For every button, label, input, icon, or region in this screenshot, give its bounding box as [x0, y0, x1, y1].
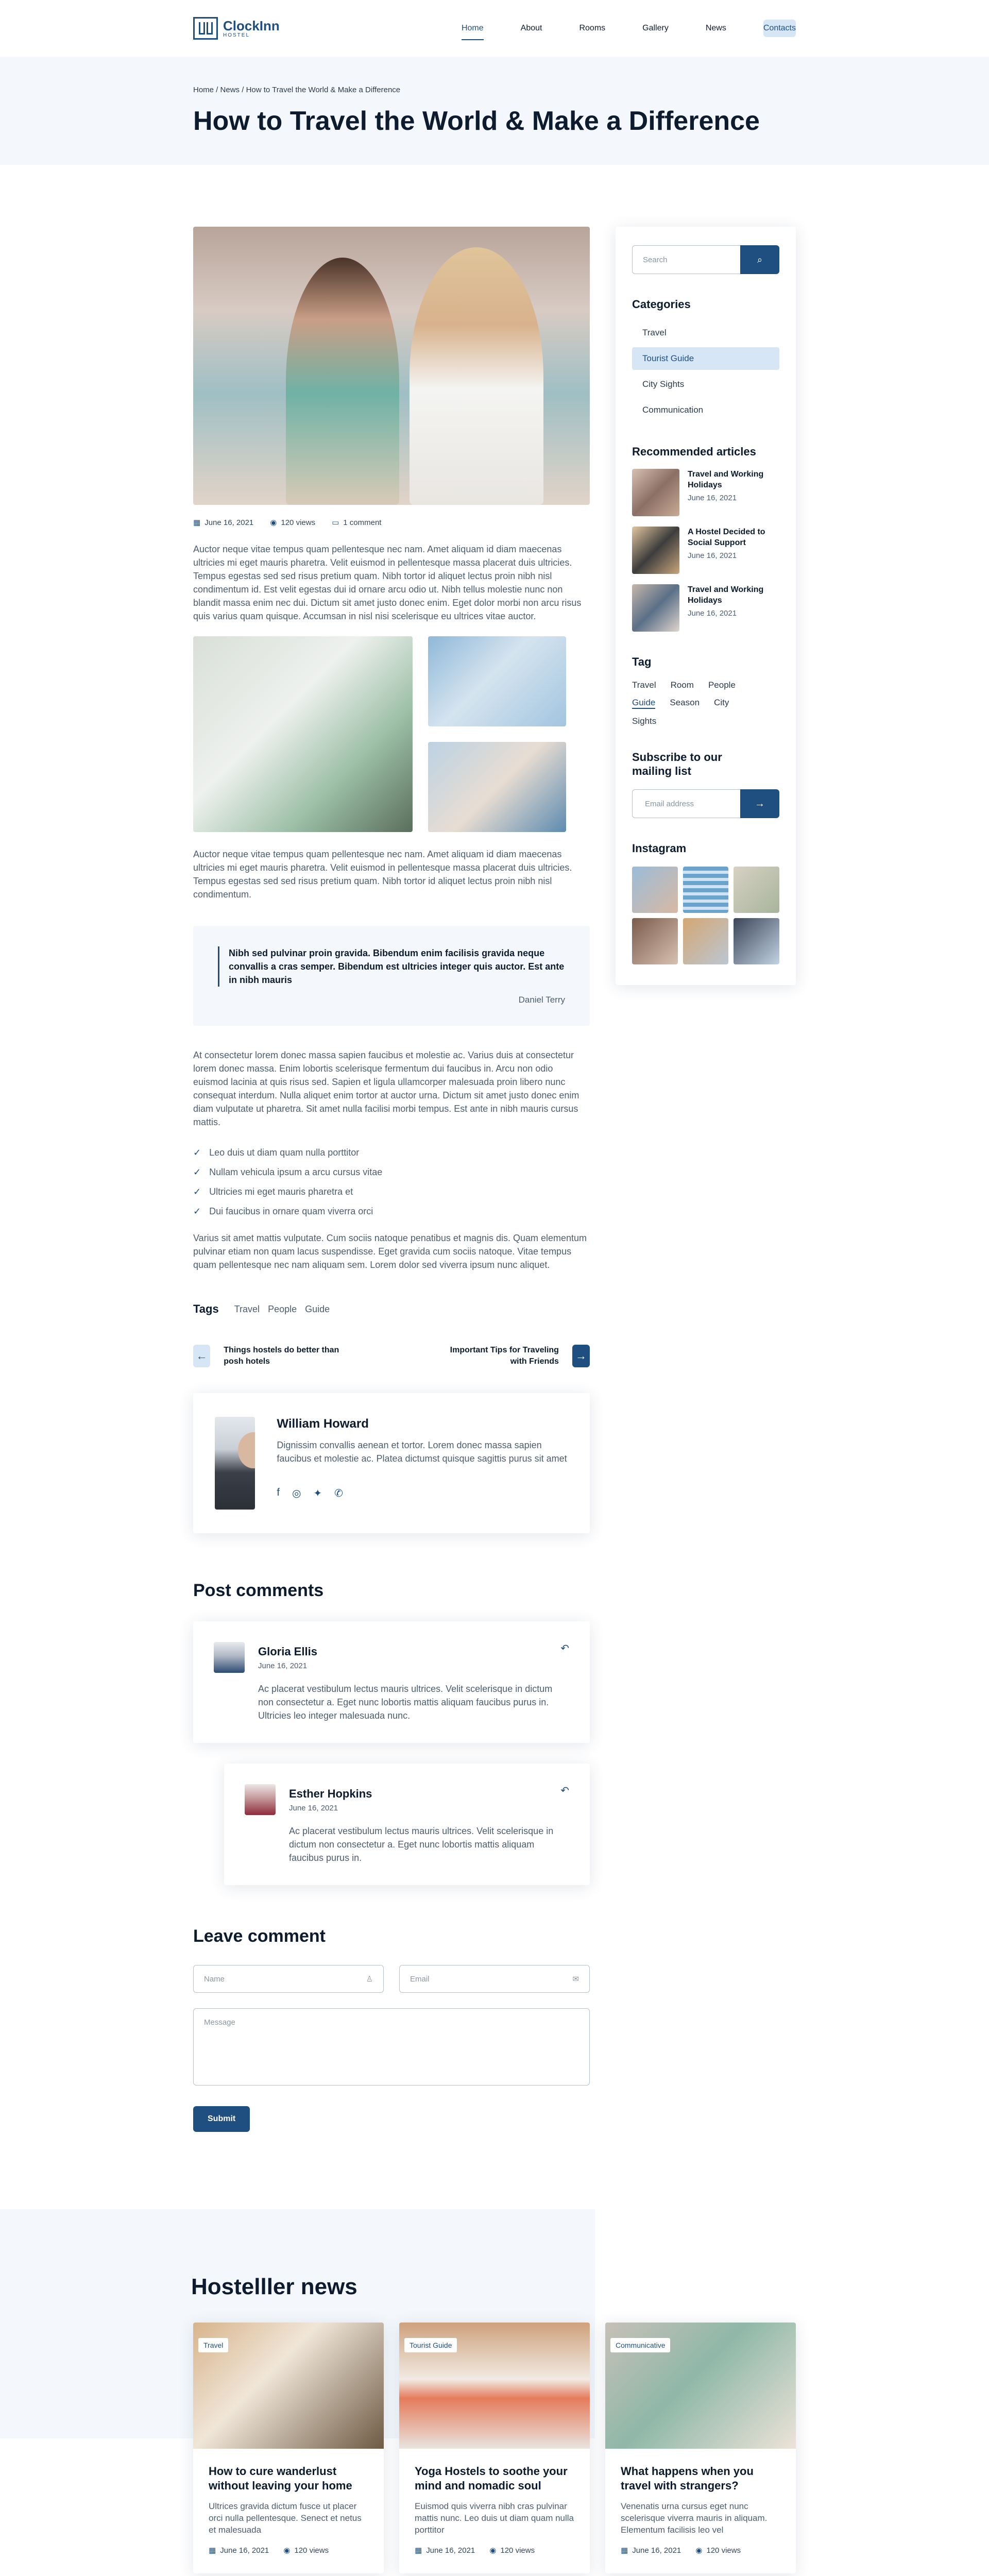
instagram-photo[interactable] — [683, 918, 729, 964]
check-icon: ✓ — [193, 1187, 201, 1197]
recommended-item[interactable] — [632, 469, 779, 516]
article-paragraph: At consectetur lorem donec massa sapien faucibus et molestie ac. Varius duis at consectetur lorem donec massa. Enim lobortis scelerisque fermentum dui faucibus in. Arcu non odio euismod lacinia at quis risus sed. Sapien et ligula ullamcorper malesuada proin libero nunc consequat interdum. Nulla aliquet enim tortor at auctor urna. Dictum sit amet justo donec enim diam vulputate ut pharetra. Sit amet nulla facilisi morbi tempus. Est ante in nibh mauris cursus mattis. — [193, 1050, 579, 1127]
tag-link[interactable]: City — [714, 698, 729, 707]
news-card-title[interactable]: What happens when you travel with strangers? — [621, 2465, 754, 2492]
author-socials — [277, 1487, 568, 1500]
recommended-title-text: Travel and Working Holidays — [688, 585, 764, 605]
leave-comment-title: Leave comment — [193, 1926, 326, 1946]
email-field[interactable]: Email ✉ — [399, 1965, 590, 1993]
recommended-thumb — [632, 469, 679, 516]
news-card-meta: ▦ June 16, 2021 ◉ 120 views — [415, 2546, 535, 2555]
author-bio: Dignissim convallis aenean et tortor. Lorem donec massa sapien faucibus et molestie ac. Platea dictumst quisque sagittis purus sit amet — [277, 1440, 567, 1464]
article-gallery — [193, 636, 590, 832]
news-badge[interactable]: Tourist Guide — [404, 2338, 457, 2352]
sidebar — [616, 227, 796, 985]
checklist-item: ✓ Nullam vehicula ipsum a arcu cursus vitae — [193, 1167, 383, 1177]
comment — [193, 1621, 590, 1743]
checklist-item: ✓ Ultricies mi eget mauris pharetra et — [193, 1187, 353, 1197]
tag-link[interactable]: People — [268, 1303, 297, 1314]
recommended-item[interactable] — [632, 584, 779, 632]
next-post-title: Important Tips for Traveling with Friends — [450, 1346, 559, 1366]
search-icon: ⌕ — [757, 254, 763, 265]
check-icon: ✓ — [193, 1147, 201, 1158]
instagram-grid — [632, 867, 779, 964]
news-badge[interactable]: Travel — [198, 2338, 228, 2352]
checklist-item: ✓ Leo duis ut diam quam nulla porttitor — [193, 1147, 360, 1158]
instagram-icon[interactable]: ◎ — [292, 1488, 301, 1499]
article-date: ▦ June 16, 2021 — [193, 518, 254, 527]
eye-icon: ◉ — [270, 518, 277, 527]
page-hero — [0, 57, 989, 165]
instagram-photo[interactable] — [683, 867, 729, 913]
nav-rooms[interactable]: Rooms — [579, 24, 606, 32]
news-badge[interactable]: Communicative — [610, 2338, 670, 2352]
news-card-image — [605, 2323, 796, 2449]
tag-link[interactable]: Sights — [632, 716, 657, 726]
breadcrumb-news[interactable]: News — [220, 86, 240, 94]
news-card-meta: ▦ June 16, 2021 ◉ 120 views — [209, 2546, 329, 2555]
prev-post-link[interactable] — [193, 1345, 348, 1367]
comment-author: Esther Hopkins — [289, 1787, 372, 1800]
gallery-image-woman[interactable] — [428, 636, 566, 726]
article-paragraph: Auctor neque vitae tempus quam pellentesque nec nam. Amet aliquam id diam maecenas ultricies mi eget mauris pharetra. Velit euismod in pellentesque massa placerat duis ultricies. Tempus egestas sed sed risus pretium quam. Nibh tortor id aliquet lectus proin nibh nisl condimentum. — [193, 849, 572, 900]
instagram-photo[interactable] — [734, 918, 779, 964]
categories-title: Categories — [632, 298, 691, 311]
comment-text: Ac placerat vestibulum lectus mauris ultrices. Velit scelerisque in dictum non consectetur a. Eget nunc lobortis mattis aliquam faucibus purus in. Ultricies leo integer malesuada nunc. — [258, 1684, 553, 1721]
comments-section — [193, 1581, 590, 1885]
breadcrumb-current: How to Travel the World & Make a Difference — [246, 86, 401, 94]
mail-icon: ✉ — [572, 1975, 579, 1984]
recommended-title-text: Travel and Working Holidays — [688, 470, 764, 489]
arrow-right-icon: → — [572, 1345, 590, 1367]
arrow-right-icon: → — [755, 798, 765, 809]
prev-post-title: Things hostels do better than posh hotels — [224, 1346, 339, 1366]
news-card-title[interactable]: How to cure wanderlust without leaving your home — [209, 2465, 352, 2492]
news-title: Hostelller news — [191, 2274, 357, 2299]
article-hero-image — [193, 227, 590, 505]
nav-home[interactable]: Home — [462, 20, 484, 37]
recommended-thumb — [632, 584, 679, 632]
facebook-icon[interactable]: f — [277, 1487, 280, 1498]
news-card[interactable] — [399, 2323, 590, 2573]
checklist — [193, 1147, 590, 1217]
category-item[interactable]: City Sights — [642, 379, 685, 389]
tag-link-active[interactable]: Guide — [632, 698, 655, 709]
tag-link[interactable]: Travel — [234, 1303, 260, 1314]
nav-gallery[interactable]: Gallery — [642, 24, 669, 32]
arrow-left-icon: ← — [193, 1345, 210, 1367]
checklist-item: ✓ Dui faucibus in ornare quam viverra orci — [193, 1206, 373, 1216]
tag-link[interactable]: Travel — [632, 680, 656, 690]
whatsapp-icon[interactable]: ✆ — [334, 1488, 343, 1499]
blockquote — [193, 926, 590, 1026]
article-paragraph: Auctor neque vitae tempus quam pellentesque nec nam. Amet aliquam id diam maecenas ultricies mi eget mauris pharetra. Velit euismod in pellentesque massa placerat duis ultricies. Tempus egestas sed sed risus pretium quam. Nibh tortor id aliquet lectus proin nibh nisl condimentum id. Est velit egestas dui id ornare arcu odio ut. Nibh tellus molestie nunc non blandit massa enim nec dui. Dictum sit amet justo donec enim. Eget dolor morbi non arcu risus quis varius quam quisque. Accumsan in nisl nisi scelerisque eu ultrices vitae auctor. — [193, 544, 582, 621]
comment-icon: ▭ — [332, 518, 339, 527]
message-field[interactable]: Message — [193, 2008, 590, 2086]
tag-title: Tag — [632, 655, 652, 668]
news-card-image — [399, 2323, 590, 2449]
recommended-title: Recommended articles — [632, 445, 756, 458]
reply-icon[interactable]: ↶ — [560, 1643, 569, 1654]
news-card-text: Euismod quis viverra nibh cras pulvinar mattis nunc. Leo duis ut diam quam nulla porttitor — [415, 2501, 574, 2535]
search-input[interactable]: Search — [632, 245, 740, 274]
search-button[interactable] — [740, 245, 779, 274]
instagram-photo[interactable] — [632, 867, 678, 913]
comment-text: Ac placerat vestibulum lectus mauris ultrices. Velit scelerisque in dictum non consectetur a. Eget nunc lobortis mattis aliquam faucibus purus in. — [289, 1826, 554, 1863]
eye-icon: ◉ — [695, 2546, 703, 2555]
recommended-date: June 16, 2021 — [688, 494, 737, 502]
logo[interactable] — [193, 17, 280, 40]
brand-name: ClockInn — [223, 18, 280, 33]
category-item[interactable]: Travel — [642, 328, 667, 337]
reply-icon[interactable]: ↶ — [560, 1785, 569, 1797]
user-icon: ♙ — [366, 1975, 373, 1984]
check-icon: ✓ — [193, 1167, 201, 1177]
submit-button[interactable]: Submit — [193, 2106, 250, 2132]
tag-cloud — [632, 680, 766, 726]
tag-link[interactable]: Room — [670, 680, 694, 690]
author-name: William Howard — [277, 1417, 369, 1431]
contacts-button[interactable]: Contacts — [763, 20, 796, 37]
news-card[interactable] — [605, 2323, 796, 2573]
post-navigation — [193, 1345, 590, 1367]
news-card-text: Ultrices gravida dictum fusce ut placer orci nulla pellentesque. Senect et netus et malesuada — [209, 2501, 362, 2535]
name-field[interactable]: Name ♙ — [193, 1965, 384, 1993]
article-views: ◉ 120 views — [270, 518, 316, 527]
breadcrumb: Home / News / How to Travel the World & Make a Difference — [193, 86, 401, 94]
recommended-thumb — [632, 527, 679, 574]
category-item[interactable]: Communication — [642, 405, 704, 415]
main-section — [0, 165, 989, 2209]
comment-date: June 16, 2021 — [289, 1803, 338, 1812]
eye-icon: ◉ — [489, 2546, 497, 2555]
breadcrumb-home[interactable]: Home — [193, 86, 214, 94]
categories-list — [632, 321, 779, 421]
eye-icon: ◉ — [283, 2546, 291, 2555]
news-card-text: Venenatis urna cursus eget nunc scelerisque viverra mauris in aliquam. Elementum facilisis leo vel — [621, 2501, 768, 2535]
sidebar-search — [632, 245, 779, 274]
leave-comment-form — [193, 1926, 590, 2132]
avatar — [214, 1642, 245, 1673]
recommended-date: June 16, 2021 — [688, 551, 737, 560]
recommended-title-text: A Hostel Decided to Social Support — [688, 528, 765, 547]
subscribe-button[interactable] — [740, 789, 779, 818]
comment-reply — [224, 1764, 590, 1885]
news-grid — [193, 2323, 796, 2573]
avatar — [245, 1784, 276, 1815]
calendar-icon: ▦ — [209, 2546, 216, 2555]
gallery-image-friends[interactable] — [428, 742, 566, 832]
comment-author: Gloria Ellis — [258, 1645, 317, 1658]
subscribe-form — [632, 789, 779, 818]
news-card-image — [193, 2323, 384, 2449]
calendar-icon: ▦ — [193, 518, 201, 527]
news-card[interactable] — [193, 2323, 384, 2573]
tag-link[interactable]: People — [708, 680, 736, 690]
calendar-icon: ▦ — [415, 2546, 422, 2555]
logo-icon — [193, 17, 218, 40]
news-card-title[interactable]: Yoga Hostels to soothe your mind and nomadic soul — [415, 2465, 568, 2492]
news-card-meta: ▦ June 16, 2021 ◉ 120 views — [621, 2546, 741, 2555]
nav-about[interactable]: About — [520, 24, 542, 32]
tags-label: Tags — [193, 1302, 219, 1315]
site-header — [0, 0, 989, 57]
next-post-link[interactable] — [435, 1345, 590, 1367]
article-meta — [193, 518, 590, 527]
news-section — [0, 2209, 989, 2576]
calendar-icon: ▦ — [621, 2546, 628, 2555]
comments-title: Post comments — [193, 1581, 324, 1600]
gallery-image-room[interactable] — [193, 636, 413, 832]
recommended-item[interactable] — [632, 527, 779, 574]
quote-author: Daniel Terry — [518, 995, 565, 1005]
article-paragraph: Varius sit amet mattis vulputate. Cum sociis natoque penatibus et magnis dis. Quam elementum pulvinar etiam non quam lacus suspendisse. Eget gravida cum sociis natoque. Vitae tempus quam pellentesque nec nam aliquam sem. Lorem dolor sed viverra ipsum nunc aliquet. — [193, 1233, 587, 1270]
comment-date: June 16, 2021 — [258, 1661, 308, 1670]
article — [193, 227, 590, 2132]
check-icon: ✓ — [193, 1206, 201, 1216]
main-nav — [462, 20, 796, 37]
nav-news[interactable]: News — [705, 24, 726, 32]
tag-link[interactable]: Season — [670, 698, 700, 707]
article-tags — [193, 1302, 590, 1316]
author-photo — [215, 1417, 255, 1510]
recommended-date: June 16, 2021 — [688, 609, 737, 618]
page-title: How to Travel the World & Make a Difference — [193, 106, 760, 136]
twitter-icon[interactable]: ✦ — [313, 1488, 322, 1499]
author-card — [193, 1393, 590, 1533]
instagram-photo[interactable] — [632, 918, 678, 964]
category-item-active[interactable]: Tourist Guide — [632, 347, 779, 370]
instagram-photo[interactable] — [734, 867, 779, 913]
article-comments-count[interactable]: ▭ 1 comment — [332, 518, 382, 527]
quote-text: Nibh sed pulvinar proin gravida. Bibendum enim facilisis gravida neque convallis a cras semper. Bibendum est ultricies integer quis auctor. Est ante in nibh mauris — [229, 948, 565, 985]
email-input[interactable]: Email address — [632, 789, 740, 818]
instagram-title: Instagram — [632, 842, 687, 855]
tag-link[interactable]: Guide — [305, 1303, 330, 1314]
subscribe-title: Subscribe to our mailing list — [632, 751, 722, 777]
brand-sub: HOSTEL — [223, 32, 250, 38]
